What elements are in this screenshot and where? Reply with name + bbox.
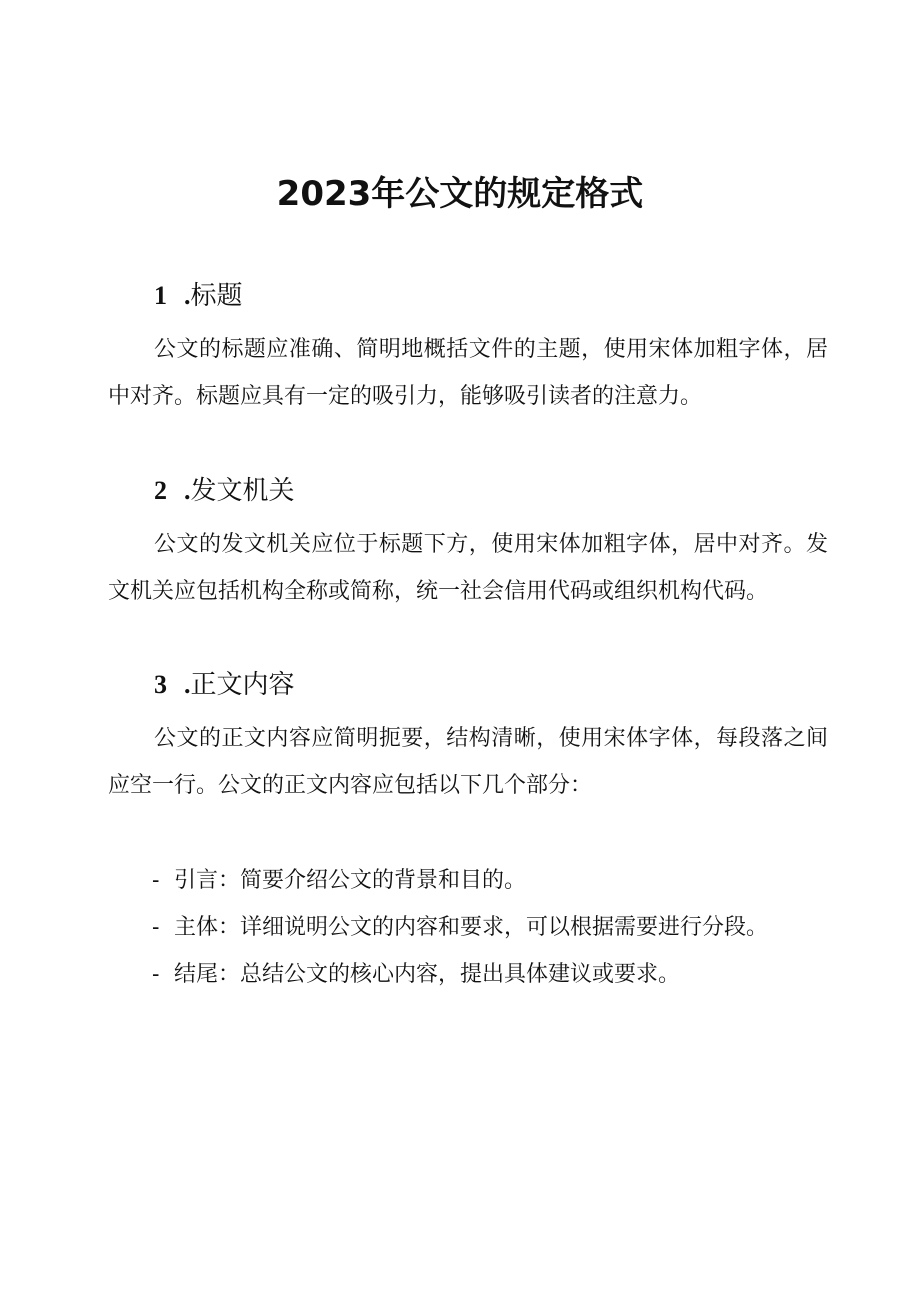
content-parts-list (152, 857, 852, 998)
list-item-text: 结尾：总结公文的核心内容，提出具体建议或要求。 (174, 962, 681, 987)
section-number: 2 (154, 476, 167, 505)
section-issuing-authority (108, 469, 828, 615)
list-item (152, 857, 852, 904)
document-title: 2023年公文的规定格式 (276, 174, 644, 214)
section-heading (154, 469, 828, 513)
list-item (152, 904, 852, 951)
list-item-text: 引言：简要介绍公文的背景和目的。 (174, 868, 527, 893)
section-number: 1 (154, 281, 167, 310)
section-paragraph: 公文的标题应准确、简明地概括文件的主题，使用宋体加粗字体，居中对齐。标题应具有一定的吸引力，能够吸引读者的注意力。 (108, 337, 828, 409)
section-heading (154, 274, 828, 318)
section-dot: . (184, 670, 191, 699)
list-marker: - (152, 915, 160, 940)
list-item-text: 主体：详细说明公文的内容和要求，可以根据需要进行分段。 (174, 915, 769, 940)
section-heading-text: 发文机关 (190, 476, 295, 506)
list-item (152, 951, 852, 998)
section-title (108, 274, 828, 420)
section-heading-text: 正文内容 (190, 670, 295, 700)
section-number: 3 (154, 670, 167, 699)
section-paragraph: 公文的发文机关应位于标题下方，使用宋体加粗字体，居中对齐。发文机关应包括机构全称或简称，统一社会信用代码或组织机构代码。 (108, 532, 828, 604)
section-dot: . (184, 281, 191, 310)
list-marker: - (152, 868, 160, 893)
section-dot: . (184, 476, 191, 505)
section-body-content (108, 663, 828, 809)
list-marker: - (152, 962, 160, 987)
section-heading-text: 标题 (190, 281, 243, 311)
section-heading (154, 663, 828, 707)
section-paragraph: 公文的正文内容应简明扼要，结构清晰，使用宋体字体，每段落之间应空一行。公文的正文内容应包括以下几个部分： (108, 726, 828, 798)
